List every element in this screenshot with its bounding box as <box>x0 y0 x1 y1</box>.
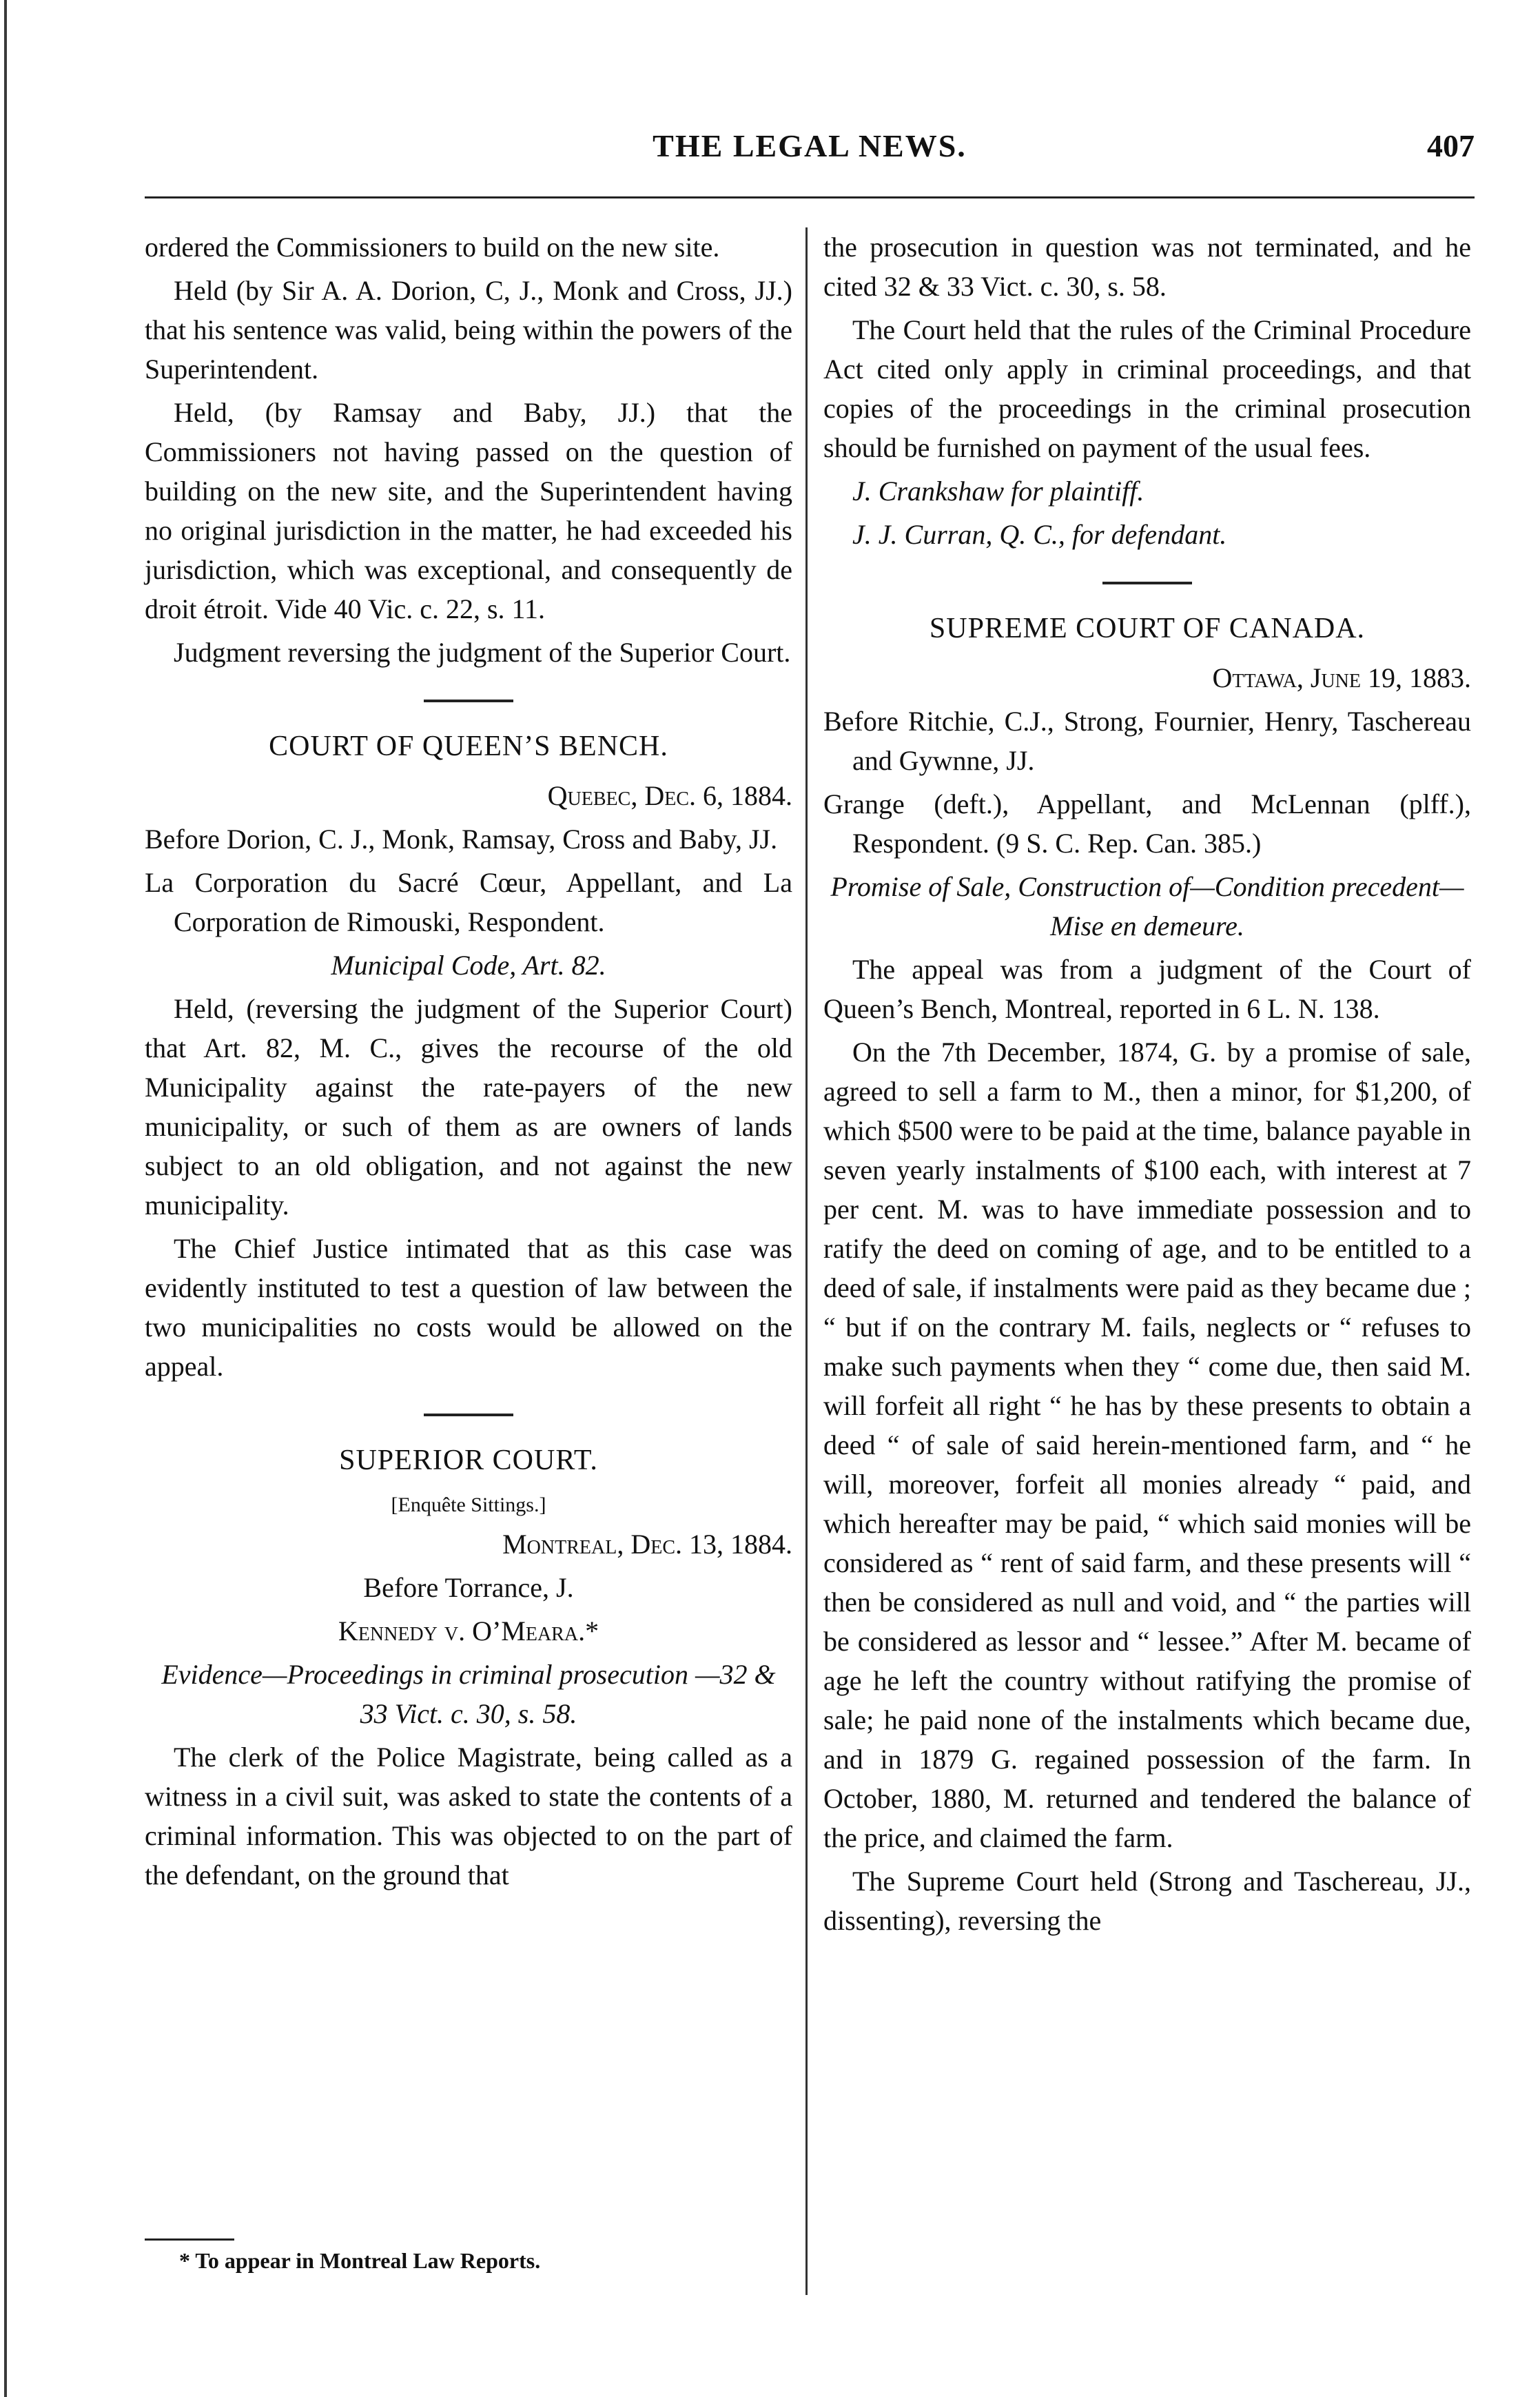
case-subject: Promise of Sale, Construction of—Condition precedent—Mise en demeure. <box>830 871 1464 941</box>
section-rule <box>424 1414 513 1416</box>
scan-edge <box>4 0 7 2397</box>
sittings-note: [Enquête Sittings.] <box>391 1493 546 1516</box>
paragraph: the prosecution in question was not terminated, and he cited 32 & 33 Vict. c. 30, s. 58. <box>823 232 1471 302</box>
paragraph: Held (by Sir A. A. Dorion, C, J., Monk and Cross, JJ.) that his sentence was valid, being within the powers of the Superintendent. <box>145 275 792 385</box>
bench-line: Before Torrance, J. <box>363 1572 574 1603</box>
paragraph: The clerk of the Police Magistrate, being called as a witness in a civil suit, was asked to state the contents of a criminal information. This was objected to on the part of the defendant, on the ground that <box>145 1742 792 1890</box>
paragraph: The appeal was from a judgment of the Court of Queen’s Bench, Montreal, reported in 6 L. N. 138. <box>823 954 1471 1024</box>
paragraph: Judgment reversing the judgment of the Superior Court. <box>174 637 791 668</box>
section-heading: COURT OF QUEEN’S BENCH. <box>269 731 668 762</box>
case-parties: Kennedy v. O’Meara.* <box>338 1615 599 1646</box>
case-parties: Grange (deft.), Appellant, and McLennan (plff.), Respondent. (9 S. C. Rep. Can. 385.) <box>823 788 1471 859</box>
bench-line: Before Dorion, C. J., Monk, Ramsay, Cross and Baby, JJ. <box>145 824 778 855</box>
column-divider <box>805 227 808 2295</box>
case-subject: Evidence—Proceedings in criminal prosecution —32 & 33 Vict. c. 30, s. 58. <box>161 1659 776 1729</box>
left-column <box>145 227 792 1899</box>
counsel-line: J. J. Curran, Q. C., for defendant. <box>852 519 1227 550</box>
section-rule <box>1102 582 1192 584</box>
case-parties: La Corporation du Sacré Cœur, Appellant, and La Corporation de Rimouski, Respondent. <box>145 867 792 937</box>
paragraph: Held, (by Ramsay and Baby, JJ.) that the Commissioners not having passed on the question of building on the new site, and the Superintendent having no original jurisdiction in the matter, he had exceeded his jurisdiction, which was exceptional, and consequently de droit étroit. Vide 40 Vic. c. 22, s. 11. <box>145 397 792 624</box>
paragraph: The Court held that the rules of the Criminal Procedure Act cited only apply in criminal proceedings, and that copies of the proceedings in the criminal prosecution should be furnished on payment of the usual fees. <box>823 314 1471 463</box>
running-header <box>145 127 1475 176</box>
bench-line: Before Ritchie, C.J., Strong, Fournier, Henry, Taschereau and Gywnne, JJ. <box>823 706 1471 776</box>
section-heading: SUPREME COURT OF CANADA. <box>929 613 1366 644</box>
footnote: * To appear in Montreal Law Reports. <box>179 2248 541 2273</box>
page-number: 407 <box>1427 128 1475 163</box>
paragraph: Held, (reversing the judgment of the Superior Court) that Art. 82, M. C., gives the recourse of the old Municipality against the rate-payers of the new municipality, or such of them as are owners of lands subject to an old obligation, and not against the new municipality. <box>145 993 792 1221</box>
header-rule <box>145 196 1475 198</box>
place-date: Ottawa, June 19, 1883. <box>1212 662 1471 693</box>
footnote-rule <box>145 2238 234 2241</box>
paragraph: ordered the Commissioners to build on the new site. <box>145 232 720 263</box>
section-heading: SUPERIOR COURT. <box>339 1445 598 1476</box>
case-subject: Municipal Code, Art. 82. <box>331 950 606 981</box>
counsel-line: J. Crankshaw for plaintiff. <box>852 476 1144 507</box>
paragraph: The Chief Justice intimated that as this case was evidently instituted to test a question of law between the two municipalities no costs would be allowed on the appeal. <box>145 1233 792 1382</box>
place-date: Quebec, Dec. 6, 1884. <box>547 780 792 811</box>
section-rule <box>424 700 513 702</box>
right-column <box>823 227 1471 1944</box>
paragraph: The Supreme Court held (Strong and Taschereau, JJ., dissenting), reversing the <box>823 1866 1471 1936</box>
journal-title: THE LEGAL NEWS. <box>653 128 967 163</box>
place-date: Montreal, Dec. 13, 1884. <box>502 1529 792 1560</box>
paragraph: On the 7th December, 1874, G. by a promise of sale, agreed to sell a farm to M., then a minor, for $1,200, of which $500 were to be paid at the time, balance payable in seven yearly instalments of $100 each, with interest at 7 per cent. M. was to have immediate possession and to ratify the deed on coming of age, and to be entitled to a deed of sale, if instalments were paid as they became due ; “ but if on the contrary M. fails, neglects or “ refuses to make such payments when they “ come due, then said M. will forfeit all right “ he has by these presents to obtain a deed “ of sale of said herein-mentioned farm, and “ he will, moreover, forfeit all monies already “ paid, and which hereafter may be paid, “ which said monies will be considered as “ rent of said farm, and these presents will “ then be considered as null and void, and “ the parties will be considered as lessor and “ lessee.” After M. became of age he left the country without ratifying the promise of sale; he paid none of the instalments which became due, and in 1879 G. regained possession of the farm. In October, 1880, M. returned and tendered the balance of the price, and claimed the farm. <box>823 1037 1471 1853</box>
